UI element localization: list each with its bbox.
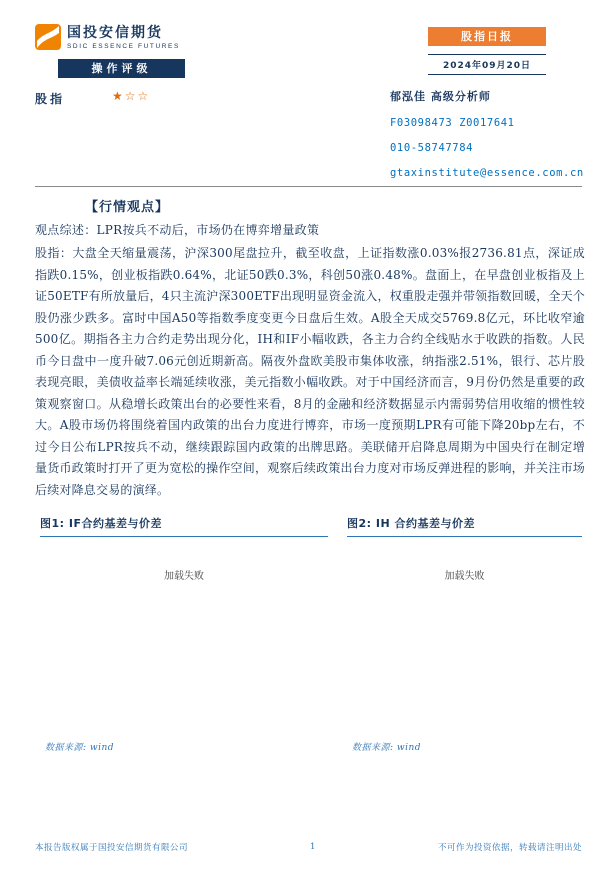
figure-1-data-source: 数据来源: wind [45,743,115,753]
instrument-label: 股指 [35,92,66,106]
header-divider [35,186,582,187]
analyst-name: 郁泓佳 高级分析师 [390,90,491,103]
rating-box-label: 操作评级 [58,59,185,78]
body-paragraph: 股指：大盘全天缩量震荡，沪深300尾盘拉升，截至收盘，上证指数涨0.03%报2736.81点，深证成指跌0.15%，创业板指跌0.64%，北证50跌0.3%，科创50涨0.48%。盘面上，在早盘创业板指及上证50ETF有所放量后，4只主流沪深300ETF出现明显资金流入，权重股走强并带领指数回暖，全天个股仍涨少跌多。富时中国A50等指数季度变更今日盘后生效。A股全天成交5769.8亿元，环比收窄逾500亿。期指各主力合约走势出现分化，IH和IF小幅收跌，各主力合约全线贴水于收跌的指数。人民币今日盘中一度升破7.06元创近期新高。隔夜外盘欧美股市集体收涨，纳指涨2.51%，银行、芯片股表现亮眼，美债收益率长端延续收涨，美元指数小幅收跌。对于中国经济而言，9月份仍然是重要的政策观察窗口。从稳增长政策出台的必要性来看，8月的金融和经济数据显示内需弱势信用收缩的惯性较大。A股市场仍将围绕着国内政策的出台力度进行博弈，市场一度预期LPR有可能下降20bp左右，不过今日公布LPR按兵不动，继续跟踪国内政策的出牌思路。美联储开启降息周期为中国央行在制定增量货币政策时打开了更为宽松的操作空间，观察后续政策出台力度对市场反弹进程的影响，并关注市场后续对降息交易的演绎。 [35,246,585,497]
company-logo [35,24,180,50]
company-name-en: SDIC ESSENCE FUTURES [67,42,180,50]
report-type-area [428,27,546,75]
figure-2 [347,515,582,755]
footer-page-number: 1 [310,842,316,852]
footer-copyright: 本报告版权属于国投安信期货有限公司 [35,843,189,853]
report-type-badge: 股指日报 [428,27,546,46]
analyst-block [390,88,584,179]
analyst-phone: 010-58747784 [390,142,474,154]
summary-line: 观点综述：LPR按兵不动后，市场仍在博弈增量政策 [35,223,320,237]
analyst-cert-number: F03098473 Z0017641 [390,117,515,129]
figure-1 [40,515,328,755]
rating-stars: ★☆☆ [112,89,151,103]
figure-2-title: 图2: IH 合约基差与价差 [347,515,582,537]
footer-disclaimer: 不可作为投资依据，转载请注明出处 [437,843,582,853]
page-footer [35,841,582,853]
analyst-email: gtaxinstitute@essence.com.cn [390,167,584,179]
report-date: 2024年09月20日 [428,54,546,75]
figure-2-data-source: 数据来源: wind [352,743,422,753]
company-logo-icon [35,24,61,50]
figure-2-load-failed-text: 加载失败 [444,571,485,582]
company-name-cn: 国投安信期货 [67,24,163,41]
section-title: 【行情观点】 [85,200,170,215]
figure-1-title: 图1: IF合约基差与价差 [40,515,328,537]
figure-1-load-failed-text: 加载失败 [164,571,204,582]
